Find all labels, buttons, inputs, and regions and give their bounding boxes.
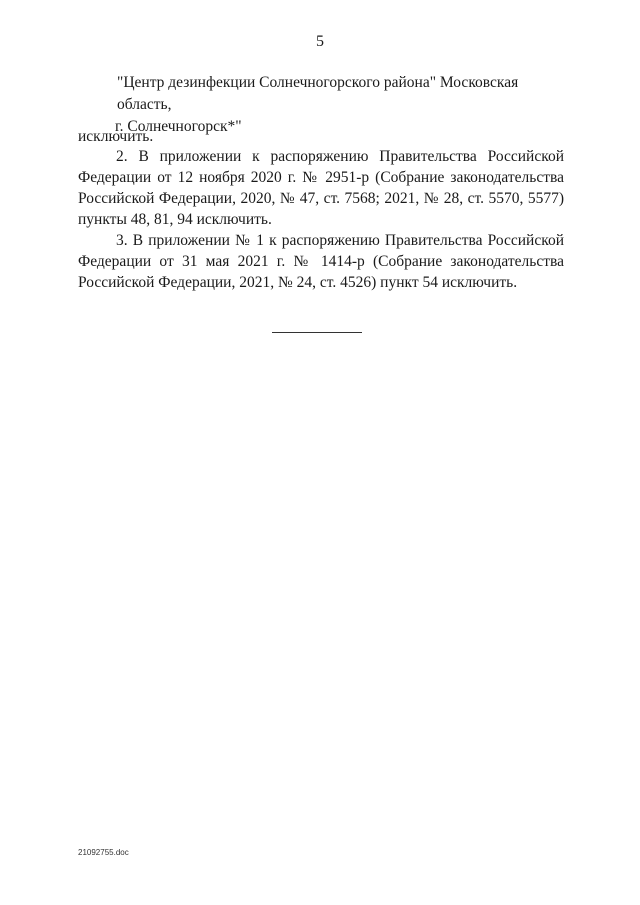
end-divider [272,332,362,333]
quoted-entry-line-1: "Центр дезинфекции Солнечногорского района" Московская область, [117,74,519,113]
quoted-entry-line-2: г. Солнечногорск*" [115,118,242,135]
paragraph-3 [78,230,564,293]
page-number: 5 [316,33,324,50]
paragraph-2 [78,146,564,230]
paragraph-3-text: 3. В приложении № 1 к распоряжению Правительства Российской Федерации от 31 мая 2021 г. № 1414-р (Собрание законодательства Российской Федерации, 2021, № 24, ст. 4526) пункт 54 исключить. [78,232,564,291]
file-code: 21092755.doc [78,848,129,857]
paragraph-2-text: 2. В приложении к распоряжению Правительства Российской Федерации от 12 ноября 2020 г. № 2951-р (Собрание законодательства Российской Федерации, 2020, № 47, ст. 7568; 2021, № 28, ст. 5570, 5577) пункты 48, 81, 94 исключить. [78,148,564,228]
exclude-instruction: исключить. [78,128,154,145]
